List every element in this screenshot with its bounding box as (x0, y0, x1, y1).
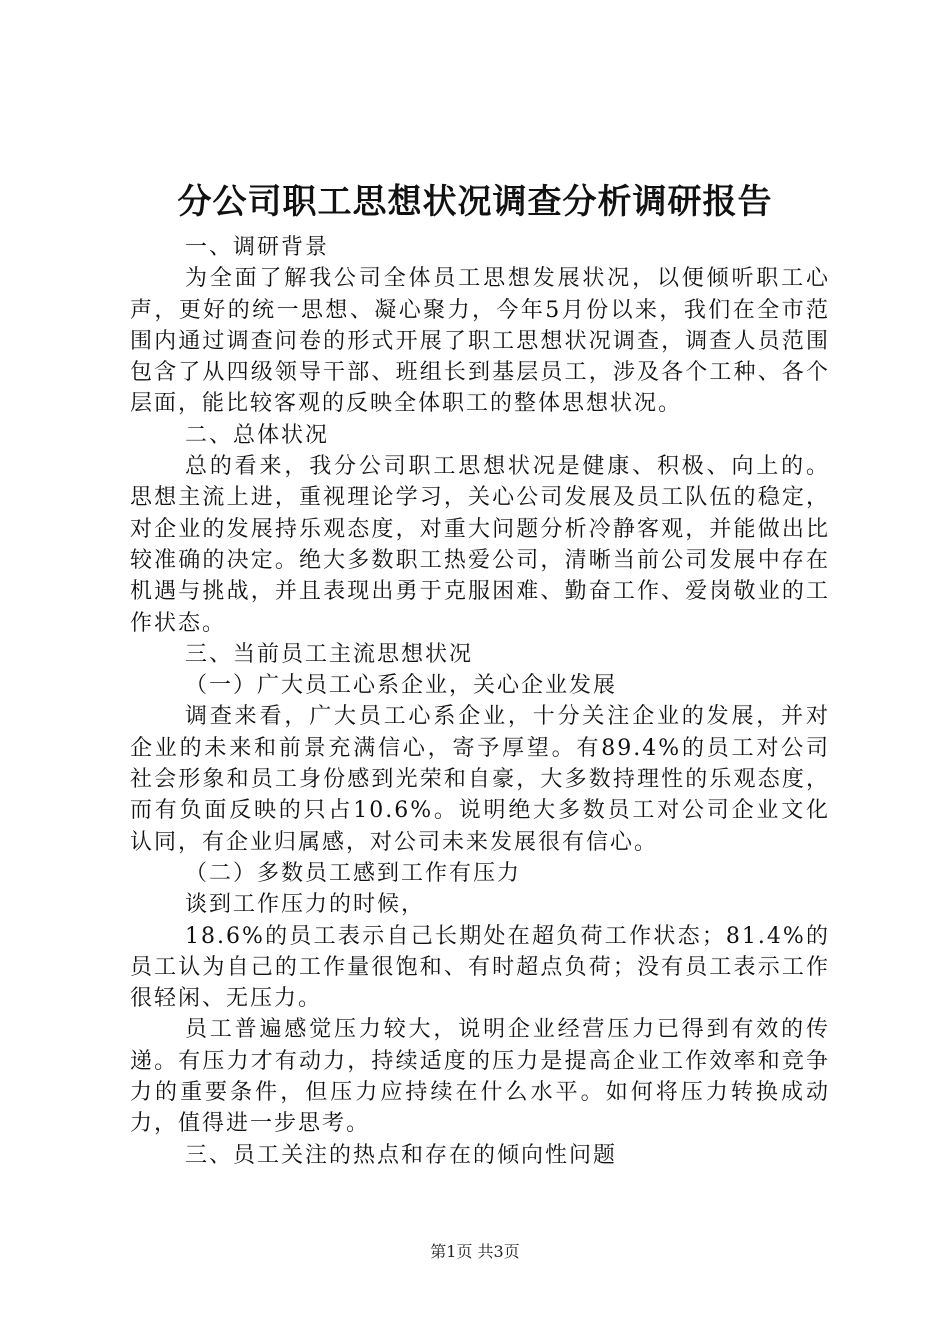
document-body (130, 232, 830, 1171)
section-heading-hotspots: 三、员工关注的热点和存在的倾向性问题 (185, 1142, 618, 1168)
paragraph-overall: 总的看来，我分公司职工思想状况是健康、积极、向上的。思想主流上进，重视理论学习，关心公司发展及员工队伍的稳定，对企业的发展持乐观态度，对重大问题分析冷静客观，并能做出比较准确的决定。绝大多数职工热爱公司，清晰当前公司发展中存在机遇与挑战，并且表现出勇于克服困难、勤奋工作、爱岗敬业的工作状态。 (130, 454, 830, 636)
paragraph-background: 为全面了解我公司全体员工思想发展状况，以便倾听职工心声，更好的统一思想、凝心聚力，今年5月份以来，我们在全市范围内通过调查问卷的形式开展了职工思想状况调查，调查人员范围包含了从四级领导干部、班组长到基层员工，涉及各个工种、各个层面，能比较客观的反映全体职工的整体思想状况。 (130, 266, 830, 417)
section-heading-background: 一、调研背景 (185, 235, 330, 260)
paragraph-pressure-stats: 18.6%的员工表示自己长期处在超负荷工作状态；81.4%的员工认为自己的工作量很饱和、有时超点负荷；没有员工表示工作很轻闲、无压力。 (130, 923, 830, 1012)
paragraph-concern: 调查来看，广大员工心系企业，十分关注企业的发展，并对企业的未来和前景充满信心，寄予厚望。有89.4%的员工对公司社会形象和员工身份感到光荣和自豪，大多数持理性的乐观态度，而有负面反映的只占10.6%。说明绝大多数员工对公司企业文化认同，有企业归属感，对公司未来发展很有信心。 (130, 704, 830, 855)
subsection-heading-concern: （一）广大员工心系企业，关心企业发展 (185, 673, 618, 699)
section-heading-overall: 二、总体状况 (185, 422, 330, 448)
document-title: 分公司职工思想状况调查分析调研报告 (177, 182, 773, 222)
page-footer: 第1页 共3页 (430, 1242, 520, 1261)
subsection-heading-pressure: （二）多数员工感到工作有压力 (185, 860, 522, 886)
paragraph-pressure-analysis: 员工普遍感觉压力较大，说明企业经营压力已得到有效的传递。有压力才有动力，持续适度的压力是提高企业工作效率和竞争力的重要条件，但压力应持续在什么水平。如何将压力转换成动力，值得进一步思考。 (130, 1017, 830, 1137)
section-heading-mainstream: 三、当前员工主流思想状况 (185, 641, 474, 667)
paragraph-pressure-intro: 谈到工作压力的时候， (185, 892, 426, 918)
